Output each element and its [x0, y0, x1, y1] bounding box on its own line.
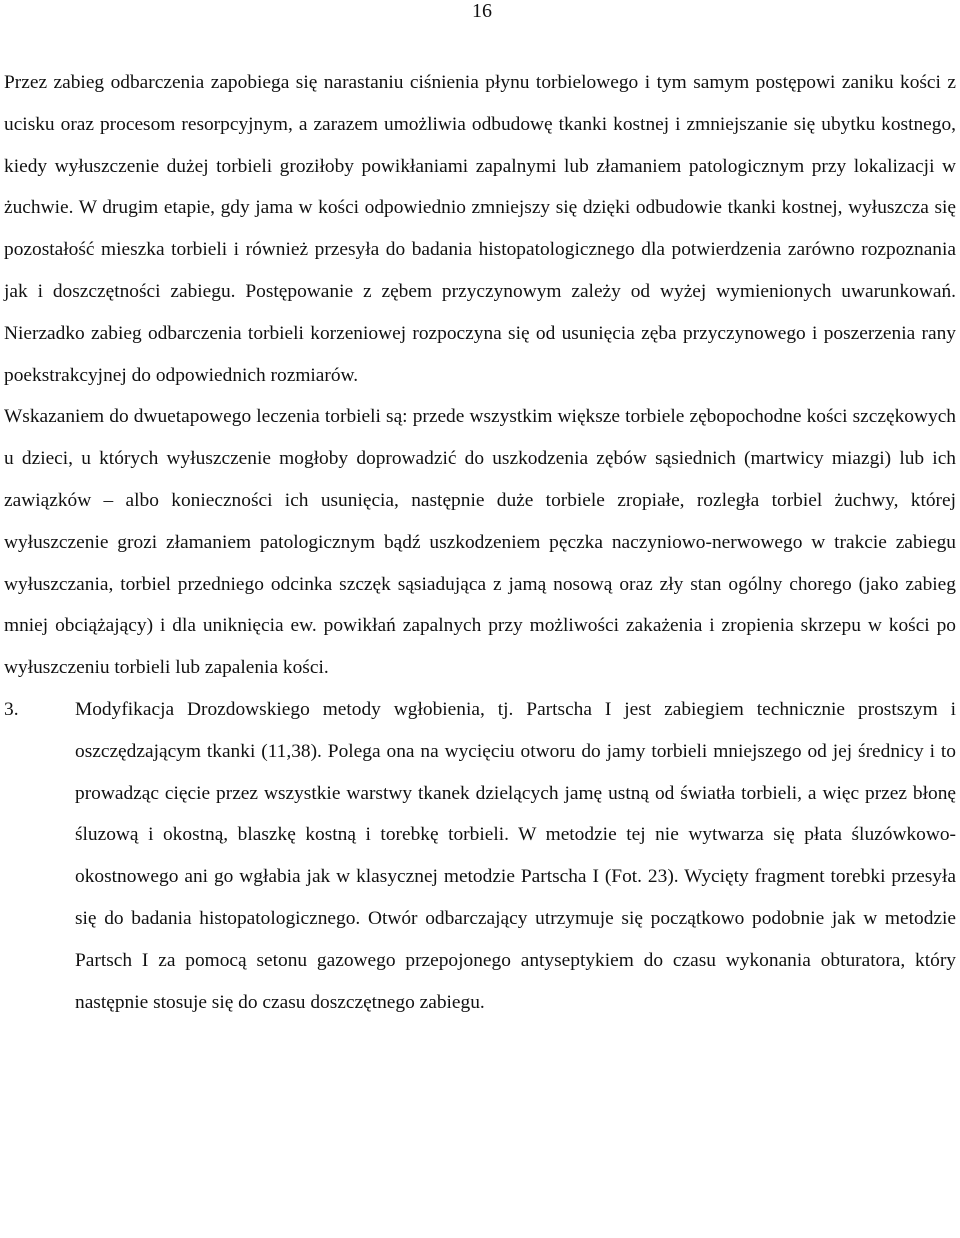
paragraph-indications: Wskazaniem do dwuetapowego leczenia torbieli są: przede wszystkim większe torbiele zębopochodne kości szczękowych u dzieci, u których wyłuszczenie mogłoby doprowadzić do uszkodzenia zębów sąsiednich (martwicy miazgi) lub ich zawiązków – albo konieczności ich usunięcia, następnie duże torbiele zropiałe, rozległa torbiel żuchwy, której wyłuszczenie grozi złamaniem patologicznym bądź uszkodzeniem pęczka naczyniowo-nerwowego w trakcie zabiegu wyłuszczania, torbiel przedniego odcinka szczęk sąsiadująca z jamą nosową oraz zły stan ogólny chorego (jako zabieg mniej obciążający) i dla uniknięcia ew. powikłań zapalnych przy możliwości zakażenia i zropienia skrzepu w kości po wyłuszczeniu torbieli lub zapalenia kości. [4, 406, 956, 679]
paragraph-decompression: Przez zabieg odbarczenia zapobiega się narastaniu ciśnienia płynu torbielowego i tym samym postępowi zaniku kości z ucisku oraz procesom resorpcyjnym, a zarazem umożliwia odbudowę tkanki kostnej i zmniejszanie się ubytku kostnego, kiedy wyłuszczenie dużej torbieli groziłoby powikłaniami zapalnymi lub złamaniem patologicznym przy lokalizacji w żuchwie. W drugim etapie, gdy jama w kości odpowiednio zmniejszy się dzięki odbudowie tkanki kostnej, wyłuszcza się pozostałość mieszka torbieli i również przesyła do badania histopatologicznego dla potwierdzenia zarówno rozpoznania jak i doszczętności zabiegu. Postępowanie z zębem przyczynowym zależy od wyżej wymienionych uwarunkowań. Nierzadko zabieg odbarczenia torbieli korzeniowej rozpoczyna się od usunięcia zęba przyczynowego i poszerzenia rany poekstrakcyjnej do odpowiednich rozmiarów. [4, 72, 956, 386]
list-item-3 [4, 689, 956, 1023]
page-number: 16 [472, 0, 492, 22]
document-body [4, 62, 956, 1023]
list-item-number: 3. [4, 698, 19, 720]
list-item-text: Modyfikacja Drozdowskiego metody wgłobienia, tj. Partscha I jest zabiegiem technicznie prostszym i oszczędzającym tkanki (11,38). Polega ona na wycięciu otworu do jamy torbieli mniejszego od jej średnicy i to prowadząc cięcie przez wszystkie warstwy tkanek dzielących jamę ustną od światła torbieli, a więc przez błonę śluzową i okostną, blaszkę kostną i torebkę torbieli. W metodzie tej nie wytwarza się płata śluzówkowo-okostnowego ani go wgłabia jak w klasycznej metodzie Partscha I (Fot. 23). Wycięty fragment torebki przesyła się do badania histopatologicznego. Otwór odbarczający utrzymuje się początkowo podobnie jak w metodzie Partsch I za pomocą setonu gazowego przepojonego antyseptykiem do czasu wykonania obturatora, który następnie stosuje się do czasu doszczętnego zabiegu. [75, 698, 956, 1013]
